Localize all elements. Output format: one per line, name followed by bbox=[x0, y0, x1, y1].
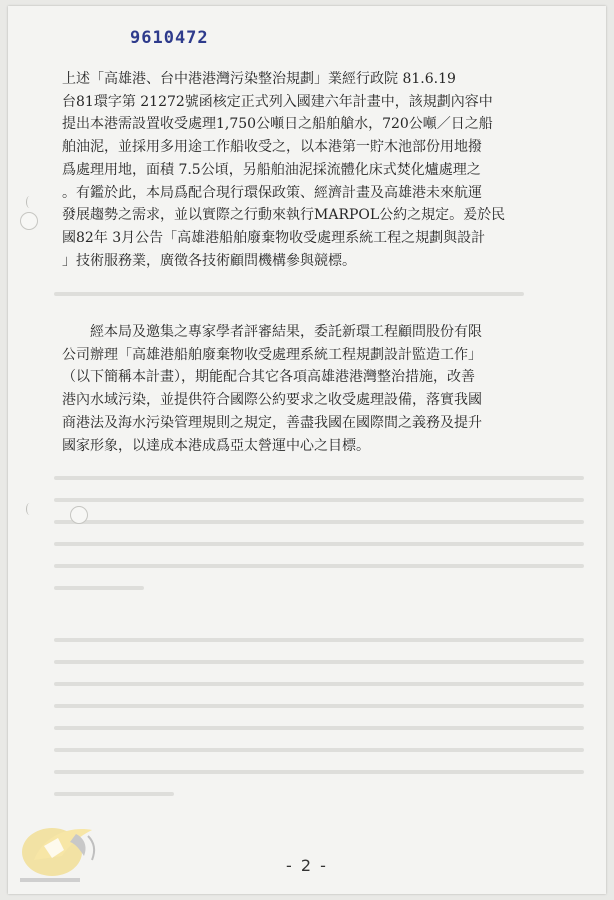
text-line: 國82年 3月公告「高雄港船舶廢棄物收受處理系統工程之規劃與設計 bbox=[62, 229, 486, 246]
text-line: 」技術服務業，廣徵各技術顧問機構參與競標。 bbox=[62, 252, 356, 269]
text-line: 台81環字第 21272號函核定正式列入國建六年計畫中，該規劃內容中 bbox=[62, 93, 493, 110]
text-line: （以下簡稱本計畫），期能配合其它各項高雄港港灣整治措施，改善 bbox=[62, 369, 475, 386]
bleed-through-line bbox=[54, 542, 584, 546]
text-line: 上述「高雄港、台中港港灣污染整治規劃」業經行政院 81.6.19 bbox=[62, 71, 456, 87]
bleed-through-line bbox=[54, 292, 524, 296]
bleed-through-line bbox=[54, 748, 584, 752]
punch-mark bbox=[26, 196, 33, 208]
paragraph-2 bbox=[62, 321, 584, 457]
paragraph-1 bbox=[62, 68, 584, 272]
bleed-through-line bbox=[54, 498, 584, 502]
bleed-through-line bbox=[54, 638, 584, 642]
text-line: 。有鑑於此，本局爲配合現行環保政策、經濟計畫及高雄港未來航運 bbox=[62, 184, 482, 201]
text-line: 提出本港需設置收受處理1,750公噸日之船舶艙水，720公噸／日之船 bbox=[62, 116, 493, 133]
text-line: 公司辦理「高雄港船舶廢棄物收受處理系統工程規劃設計監造工作」 bbox=[62, 346, 482, 363]
bleed-through-line bbox=[54, 770, 584, 774]
text-line: 爲處理用地，面積 7.5公頃，另船舶油泥採流體化床式焚化爐處理之 bbox=[62, 161, 481, 178]
bleed-through-line bbox=[54, 792, 174, 796]
bleed-through-line bbox=[54, 586, 144, 590]
document-page bbox=[8, 6, 606, 894]
bleed-through-line bbox=[54, 704, 584, 708]
text-line: 發展趨勢之需求，並以實際之行動來執行MARPOL公約之規定。爰於民 bbox=[62, 207, 506, 224]
bleed-through-line bbox=[54, 520, 584, 524]
text-line: 舶油泥，並採用多用途工作船收受之，以本港第一貯木池部份用地撥 bbox=[62, 139, 482, 156]
text-line: 經本局及邀集之專家學者評審結果，委託新環工程顧問股份有限 bbox=[90, 324, 482, 340]
text-line: 港內水域污染，並提供符合國際公約要求之收受處理設備，落實我國 bbox=[62, 392, 482, 409]
library-logo-icon bbox=[18, 816, 110, 886]
bleed-through-line bbox=[54, 476, 584, 480]
text-line: 國家形象，以達成本港成爲亞太營運中心之目標。 bbox=[62, 437, 370, 454]
punch-mark bbox=[26, 503, 33, 515]
page-number: - 2 - bbox=[286, 856, 328, 875]
bleed-through-line bbox=[54, 660, 584, 664]
bleed-through-line bbox=[54, 564, 584, 568]
document-id-stamp: 9610472 bbox=[130, 28, 209, 48]
punch-hole bbox=[70, 506, 88, 524]
punch-hole bbox=[20, 212, 38, 230]
text-line: 商港法及海水污染管理規則之規定，善盡我國在國際間之義務及提升 bbox=[62, 414, 482, 431]
bleed-through-line bbox=[54, 682, 584, 686]
bleed-through-line bbox=[54, 726, 584, 730]
